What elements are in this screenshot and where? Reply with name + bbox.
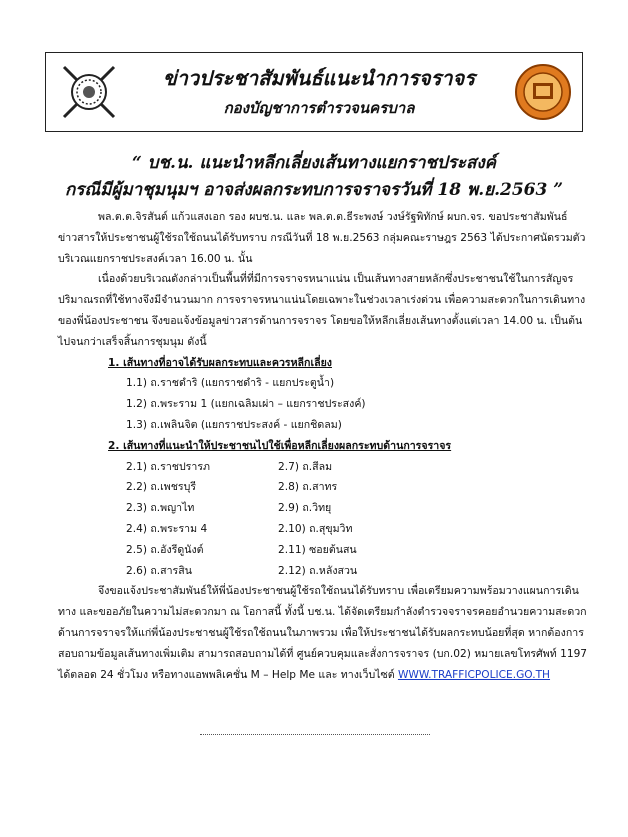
avoid-route-item: 1.1) ถ.ราชดำริ (แยกราชดำริ - แยกประตูน้ำ) [126,377,335,390]
closing-text: จึงขอแจ้งประชาสัมพันธ์ให้พี่น้องประชาชนผู้ใช้รถใช้ถนนได้รับทราบ เพื่อเตรียมความพร้อมวางแผนการเดินทาง และขออภัยในความไม่สะดวกมา ณ โอกาสนี้ ทั้งนี้ บช.น. ได้จัดเตรียมกำลังตำรวจจราจรคอยอำนวยความสะดวกด้านการจราจรให้แก่พี่น้องประชาชนผู้ใช้รถใช้ถนนในภาพรวม เพื่อให้ประชาชนได้รับผลกระทบน้อยที่สุด หากต้องการสอบถามข้อมูลเส้นทางเพิ่มเติม สามารถสอบถามได้ที่ ศูนย์ควบคุมและสั่งการจราจร (บก.02) หมายเลขโทรศัพท์ 1197 ได้ตลอด 24 ชั่วโมง หรือทางแอพพลิเคชั่น M – Help Me และ ทางเว็บไซต์ [58,585,588,681]
closing-paragraph [58,581,593,685]
alt-route-item: 2.5) ถ.อังรีดูนังต์ [126,543,204,556]
reason-paragraph: เนื่องด้วยบริเวณดังกล่าวเป็นพื้นที่ที่มีการจราจรหนาแน่น เป็นเส้นทางสายหลักซึ่งประชาชนใช้ในการสัญจร ปริมาณรถที่ใช้ทางจึงมีจำนวนมาก การจราจรหนาแน่นโดยเฉพาะในช่วงเวลาเร่งด่วน เพื่อความสะดวกในการเดินทางของพี่น้องประชาชน จึงขอแจ้งข้อมูลข่าวสารด้านการจราจร โดยขอให้หลีกเลี่ยงเส้นทางตั้งแต่เวลา 14.00 น. เป็นต้นไปจนกว่าเสร็จสิ้นการชุมนุม ดังนี้ [58,273,586,348]
alt-route-item: 2.3) ถ.พญาไท [126,502,195,515]
police-emblem-icon [58,61,120,123]
headline-line-2: กรณีมีผู้มาชุมนุมฯ อาจส่งผลกระทบการจราจรวันที่ 18 พ.ย.2563 ” [64,180,564,200]
alt-route-item: 2.1) ถ.ราชปรารภ [126,460,210,473]
alternative-routes-grid [126,457,593,582]
alt-route-item: 2.7) ถ.สีลม [278,460,333,473]
alt-route-item: 2.11) ซอยต้นสน [278,543,357,556]
header-subtitle: กองบัญชาการตำรวจนครบาล [223,99,415,117]
section-2-heading: 2. เส้นทางที่แนะนำให้ประชาชนไปใช้เพื่อหลีกเลี่ยงผลกระทบด้านการจราจร [108,439,452,452]
announcement-body [58,207,593,685]
alt-route-item: 2.6) ถ.สารสิน [126,564,192,577]
dotted-divider [200,734,430,735]
avoid-route-item: 1.2) ถ.พระราม 1 (แยกเฉลิมเผ่า – แยกราชประสงค์) [126,398,366,411]
header-box [45,52,583,132]
alt-route-item: 2.9) ถ.วิทยุ [278,502,332,515]
alt-route-item: 2.10) ถ.สุขุมวิท [278,522,353,535]
header-title: ข่าวประชาสัมพันธ์แนะนำการจราจร [162,66,475,90]
alt-route-item: 2.4) ถ.พระราม 4 [126,522,208,535]
avoid-route-item: 1.3) ถ.เพลินจิต (แยกราชประสงค์ - แยกชิดลม) [126,418,342,431]
headline [30,150,598,204]
intro-paragraph: พล.ต.ต.จิรสันต์ แก้วแสงเอก รอง ผบช.น. และ พล.ต.ต.ธีระพงษ์ วงษ์รัฐพิทักษ์ ผบก.จร. ขอประชาสัมพันธ์ข่าวสารให้ประชาชนผู้ใช้รถใช้ถนนได้รับทราบ กรณีวันที่ 18 พ.ย.2563 กลุ่มคณะราษฎร 2563 ได้ประกาศนัดรวมตัวบริเวณแยกราชประสงค์เวลา 16.00 น. นั้น [58,211,586,265]
alt-route-item: 2.8) ถ.สาทร [278,481,338,494]
section-1-heading: 1. เส้นทางที่อาจได้รับผลกระทบและควรหลีกเลี่ยง [108,356,332,369]
website-link[interactable]: WWW.TRAFFICPOLICE.GO.TH [397,668,551,681]
alt-route-item: 2.12) ถ.หลังสวน [278,564,358,577]
alt-route-item: 2.2) ถ.เพชรบุรี [126,481,197,494]
traffic-police-emblem-icon [514,61,572,123]
headline-line-1: “ บช.น. แนะนำหลีกเลี่ยงเส้นทางแยกราชประสงค์ [131,153,497,173]
